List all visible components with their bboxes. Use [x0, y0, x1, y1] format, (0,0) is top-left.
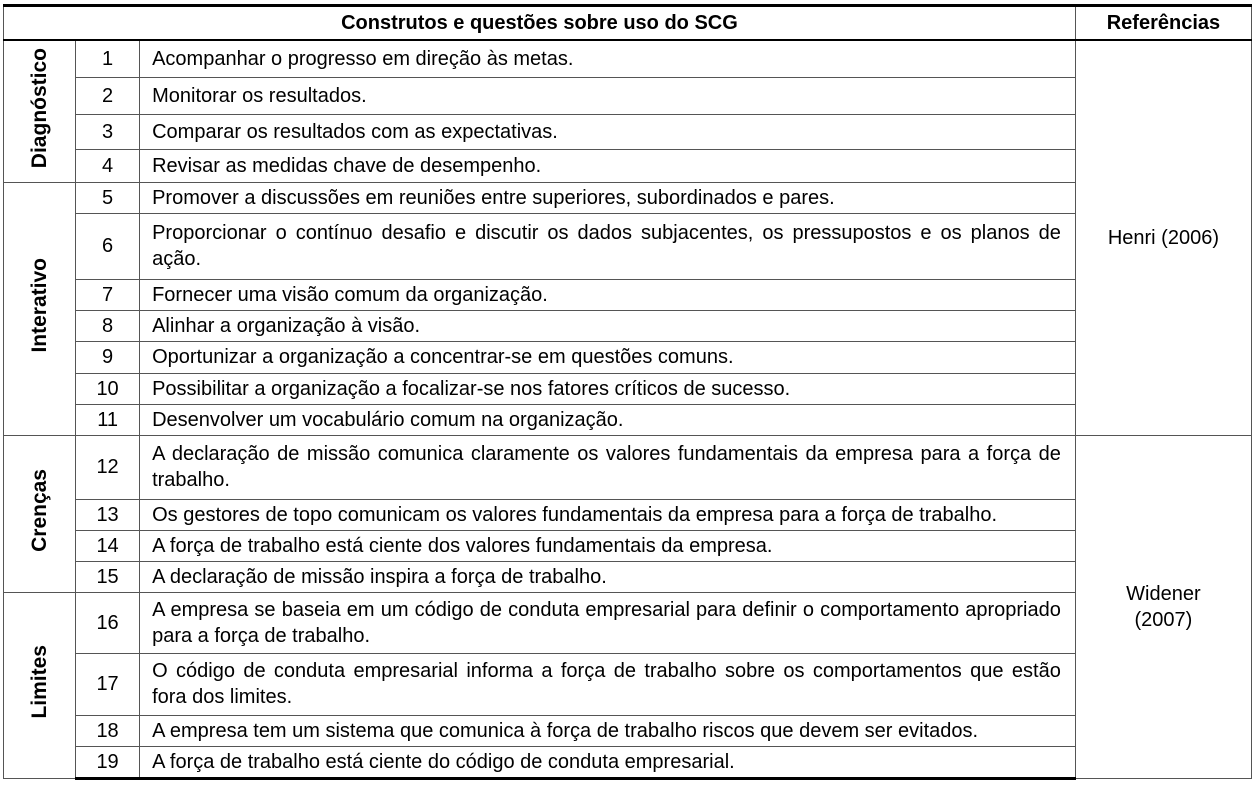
question-text: A força de trabalho está ciente do código de conduta empresarial.	[140, 746, 1076, 778]
table-header-row	[4, 6, 1252, 41]
reference-henri: Henri (2006)	[1075, 40, 1251, 435]
table-row	[4, 77, 1252, 114]
row-number: 14	[76, 530, 140, 561]
row-number: 3	[76, 114, 140, 149]
question-text: A força de trabalho está ciente dos valores fundamentais da empresa.	[140, 530, 1076, 561]
question-text: Revisar as medidas chave de desempenho.	[140, 149, 1076, 182]
row-number: 11	[76, 404, 140, 435]
row-number: 13	[76, 499, 140, 530]
header-constructs: Construtos e questões sobre uso do SCG	[4, 6, 1076, 41]
table-row	[4, 592, 1252, 653]
question-text: Proporcionar o contínuo desafio e discutir os dados subjacentes, os pressupostos e os planos de ação.	[140, 213, 1076, 279]
row-number: 15	[76, 561, 140, 592]
row-number: 10	[76, 373, 140, 404]
table-row	[4, 114, 1252, 149]
row-number: 19	[76, 746, 140, 778]
table-row	[4, 653, 1252, 715]
row-number: 7	[76, 279, 140, 310]
table-row	[4, 435, 1252, 499]
row-number: 18	[76, 715, 140, 746]
table-row	[4, 341, 1252, 373]
row-number: 8	[76, 310, 140, 341]
question-text: O código de conduta empresarial informa a força de trabalho sobre os comportamentos que estão fora dos limites.	[140, 653, 1076, 715]
table-row	[4, 310, 1252, 341]
question-text: Promover a discussões em reuniões entre superiores, subordinados e pares.	[140, 182, 1076, 213]
table-row	[4, 373, 1252, 404]
table-row	[4, 40, 1252, 77]
row-number: 12	[76, 435, 140, 499]
row-number: 1	[76, 40, 140, 77]
question-text: Os gestores de topo comunicam os valores fundamentais da empresa para a força de trabalho.	[140, 499, 1076, 530]
row-number: 9	[76, 341, 140, 373]
question-text: Possibilitar a organização a focalizar-se nos fatores críticos de sucesso.	[140, 373, 1076, 404]
header-references: Referências	[1075, 6, 1251, 41]
table-row	[4, 404, 1252, 435]
table-row	[4, 213, 1252, 279]
question-text: A declaração de missão comunica claramente os valores fundamentais da empresa para a força de trabalho.	[140, 435, 1076, 499]
category-limites: Limites	[4, 592, 76, 778]
table-row	[4, 530, 1252, 561]
question-text: Monitorar os resultados.	[140, 77, 1076, 114]
table-row	[4, 715, 1252, 746]
row-number: 16	[76, 592, 140, 653]
category-diagnostico: Diagnóstico	[4, 40, 76, 182]
question-text: Acompanhar o progresso em direção às metas.	[140, 40, 1076, 77]
question-text: A declaração de missão inspira a força de trabalho.	[140, 561, 1076, 592]
question-text: A empresa tem um sistema que comunica à força de trabalho riscos que devem ser evitados.	[140, 715, 1076, 746]
row-number: 2	[76, 77, 140, 114]
table-row	[4, 499, 1252, 530]
row-number: 17	[76, 653, 140, 715]
question-text: Fornecer uma visão comum da organização.	[140, 279, 1076, 310]
constructs-table	[3, 4, 1252, 780]
table-row	[4, 746, 1252, 778]
reference-widener: Widener (2007)	[1075, 435, 1251, 778]
row-number: 4	[76, 149, 140, 182]
table-row	[4, 279, 1252, 310]
table-row	[4, 149, 1252, 182]
table-row	[4, 561, 1252, 592]
question-text: Desenvolver um vocabulário comum na organização.	[140, 404, 1076, 435]
question-text: Comparar os resultados com as expectativas.	[140, 114, 1076, 149]
row-number: 5	[76, 182, 140, 213]
category-crencas: Crenças	[4, 435, 76, 592]
category-interativo: Interativo	[4, 182, 76, 435]
question-text: A empresa se baseia em um código de conduta empresarial para definir o comportamento apropriado para a força de trabalho.	[140, 592, 1076, 653]
question-text: Oportunizar a organização a concentrar-se em questões comuns.	[140, 341, 1076, 373]
table-row	[4, 182, 1252, 213]
row-number: 6	[76, 213, 140, 279]
question-text: Alinhar a organização à visão.	[140, 310, 1076, 341]
